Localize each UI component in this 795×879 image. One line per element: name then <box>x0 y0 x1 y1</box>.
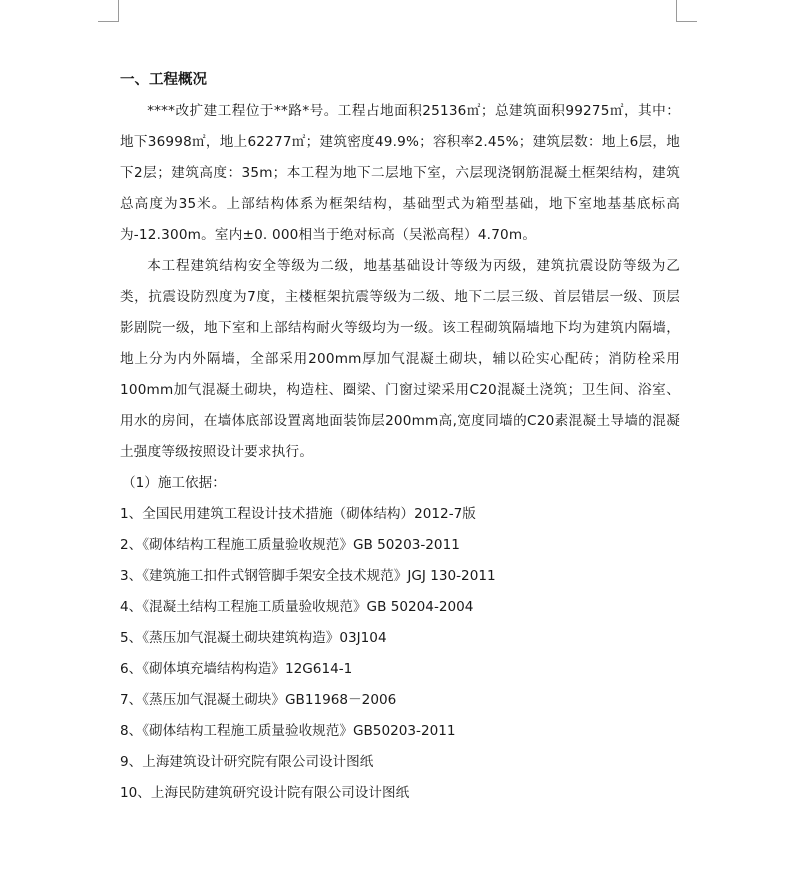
structure-paragraph: 本工程建筑结构安全等级为二级，地基基础设计等级为丙级，建筑抗震设防等级为乙类，抗震设防烈度为7度，主楼框架抗震等级为二级、地下二层三级、首层错层一级、顶层影剧院一级，地下室和上部结构耐火等级均为一级。该工程砌筑隔墙地下均为建筑内隔墙，地上分为内外隔墙，全部采用200mm厚加气混凝土砌块，辅以砼实心配砖；消防栓采用100mm加气混凝土砌块，构造柱、圈梁、门窗过梁采用C20混凝土浇筑；卫生间、浴室、用水的房间，在墙体底部设置离地面装饰层200mm高,宽度同墙的C20素混凝土导墙的混凝土强度等级按照设计要求执行。 <box>120 258 680 460</box>
reference-item: 3、《建筑施工扣件式钢管脚手架安全技术规范》JGJ 130-2011 <box>120 568 496 584</box>
reference-item: 4、《混凝土结构工程施工质量验收规范》GB 50204-2004 <box>120 599 474 615</box>
overview-paragraph: ****改扩建工程位于**路*号。工程占地面积25136㎡；总建筑面积99275㎡，其中：地下36998㎡，地上62277㎡；建筑密度49.9%；容积率2.45%；建筑层数：地上6层，地下2层；建筑高度：35m；本工程为地下二层地下室，六层现浇钢筋混凝土框架结构，建筑总高度为35米。上部结构体系为框架结构，基础型式为箱型基础，地下室地基基底标高为-12.300m。室内±0. 000相当于绝对标高（吴淞高程）4.70m。 <box>120 103 680 243</box>
section-heading: 一、工程概况 <box>120 72 207 88</box>
reference-item: 5、《蒸压加气混凝土砌块建筑构造》03J104 <box>120 630 387 646</box>
left-margin-vertical-mark <box>118 0 119 22</box>
construction-basis-heading: （1）施工依据： <box>122 475 226 491</box>
reference-item: 1、全国民用建筑工程设计技术措施（砌体结构）2012-7版 <box>120 506 476 522</box>
document-body <box>120 66 680 809</box>
reference-item: 6、《砌体填充墙结构构造》12G614-1 <box>120 661 353 677</box>
reference-list <box>120 499 680 809</box>
page-margin-marks <box>0 0 795 30</box>
right-margin-horizontal-mark <box>676 21 697 22</box>
reference-item: 2、《砌体结构工程施工质量验收规范》GB 50203-2011 <box>120 537 460 553</box>
reference-item: 9、上海建筑设计研究院有限公司设计图纸 <box>120 754 374 770</box>
reference-item: 8、《砌体结构工程施工质量验收规范》GB50203-2011 <box>120 723 456 739</box>
reference-item: 7、《蒸压加气混凝土砌块》GB11968－2006 <box>120 692 397 708</box>
right-margin-vertical-mark <box>676 0 677 22</box>
reference-item: 10、上海民防建筑研究设计院有限公司设计图纸 <box>120 785 410 801</box>
left-margin-horizontal-mark <box>98 21 119 22</box>
